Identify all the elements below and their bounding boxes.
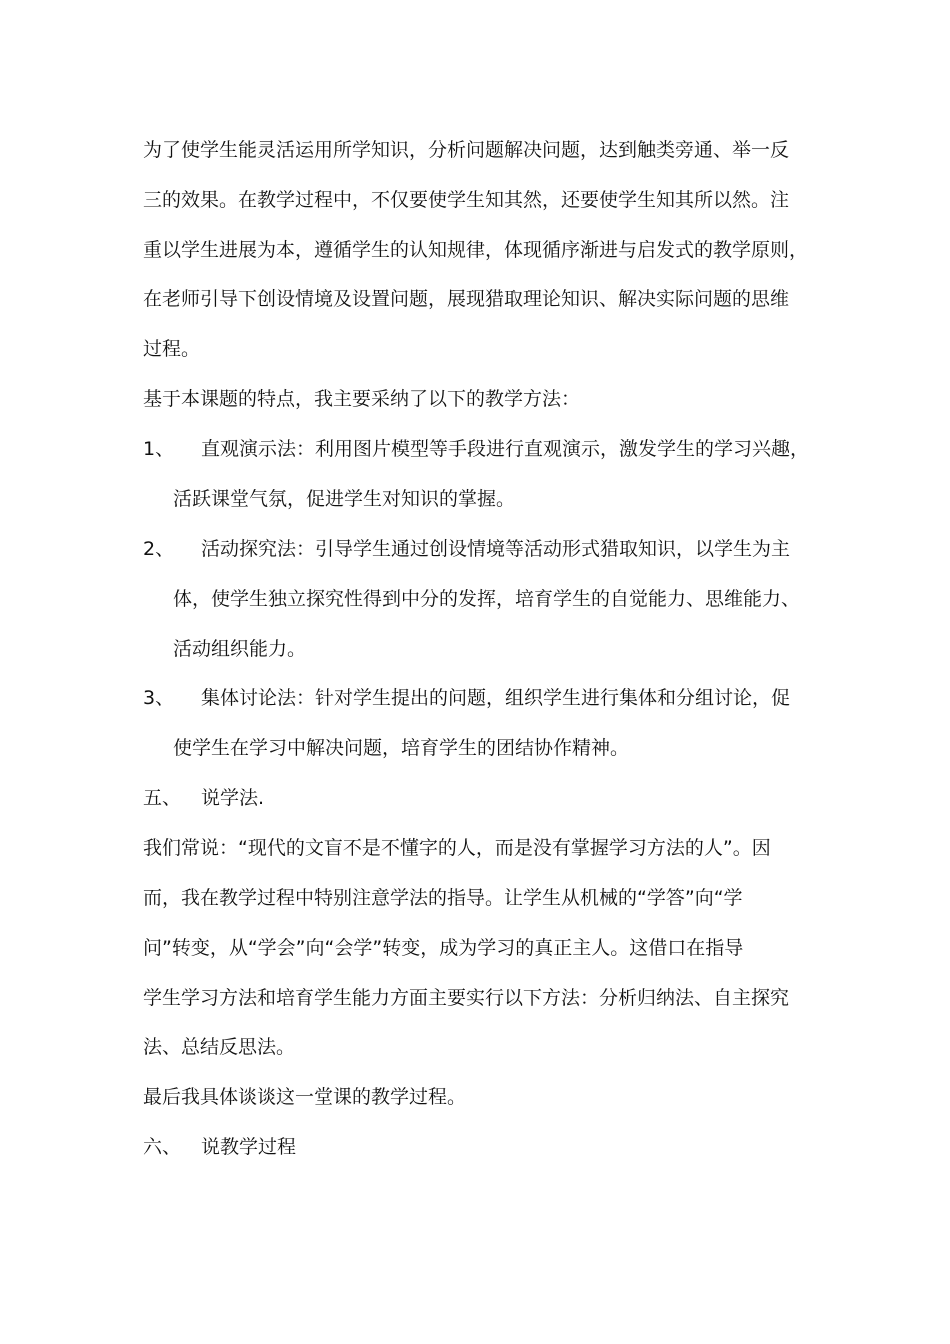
section-title: 说教学过程	[201, 1136, 297, 1158]
closing-text: 最后我具体谈谈这一堂课的教学过程。	[143, 1086, 467, 1108]
list-item-continuation: 体，使学生独立探究性得到中分的发挥，培育学生的自觉能力、思维能力、	[173, 588, 801, 610]
section-title: 说学法.	[201, 787, 265, 809]
list-item-continuation: 使学生在学习中解决问题，培育学生的团结协作精神。	[173, 737, 630, 759]
section-number: 五、	[143, 787, 182, 809]
paragraph-line: 重以学生进展为本，遵循学生的认知规律，体现循序渐进与启发式的教学原则，	[143, 239, 809, 261]
intro-text: 基于本课题的特点，我主要采纳了以下的教学方法：	[143, 388, 581, 410]
list-item-text: 集体讨论法：针对学生提出的问题，组织学生进行集体和分组讨论，促	[201, 687, 791, 709]
list-number: 3、	[143, 687, 175, 709]
paragraph-line: 三的效果。在教学过程中，不仅要使学生知其然，还要使学生知其所以然。注	[143, 189, 790, 211]
section-number: 六、	[143, 1136, 182, 1158]
paragraph-line: 过程。	[143, 338, 201, 360]
paragraph-line: 问”转变，从“学会”向“会学”转变，成为学习的真正主人。这借口在指导	[143, 937, 744, 959]
list-item-text: 直观演示法：利用图片模型等手段进行直观演示，激发学生的学习兴趣，	[201, 438, 810, 460]
list-number: 2、	[143, 538, 175, 560]
paragraph-line: 法、总结反思法。	[143, 1036, 296, 1058]
paragraph-line: 为了使学生能灵活运用所学知识，分析问题解决问题，达到触类旁通、举一反	[143, 139, 790, 161]
paragraph-line: 学生学习方法和培育学生能力方面主要实行以下方法：分析归纳法、自主探究	[143, 987, 790, 1009]
list-item-continuation: 活动组织能力。	[173, 638, 307, 660]
list-number: 1、	[143, 438, 175, 460]
paragraph-line: 在老师引导下创设情境及设置问题，展现猎取理论知识、解决实际问题的思维	[143, 288, 790, 310]
paragraph-line: 而，我在教学过程中特别注意学法的指导。让学生从机械的“学答”向“学	[143, 887, 743, 909]
paragraph-line: 我们常说：“现代的文盲不是不懂字的人，而是没有掌握学习方法的人”。因	[143, 837, 771, 859]
list-item-continuation: 活跃课堂气氛，促进学生对知识的掌握。	[173, 488, 516, 510]
list-item-text: 活动探究法：引导学生通过创设情境等活动形式猎取知识，以学生为主	[201, 538, 791, 560]
